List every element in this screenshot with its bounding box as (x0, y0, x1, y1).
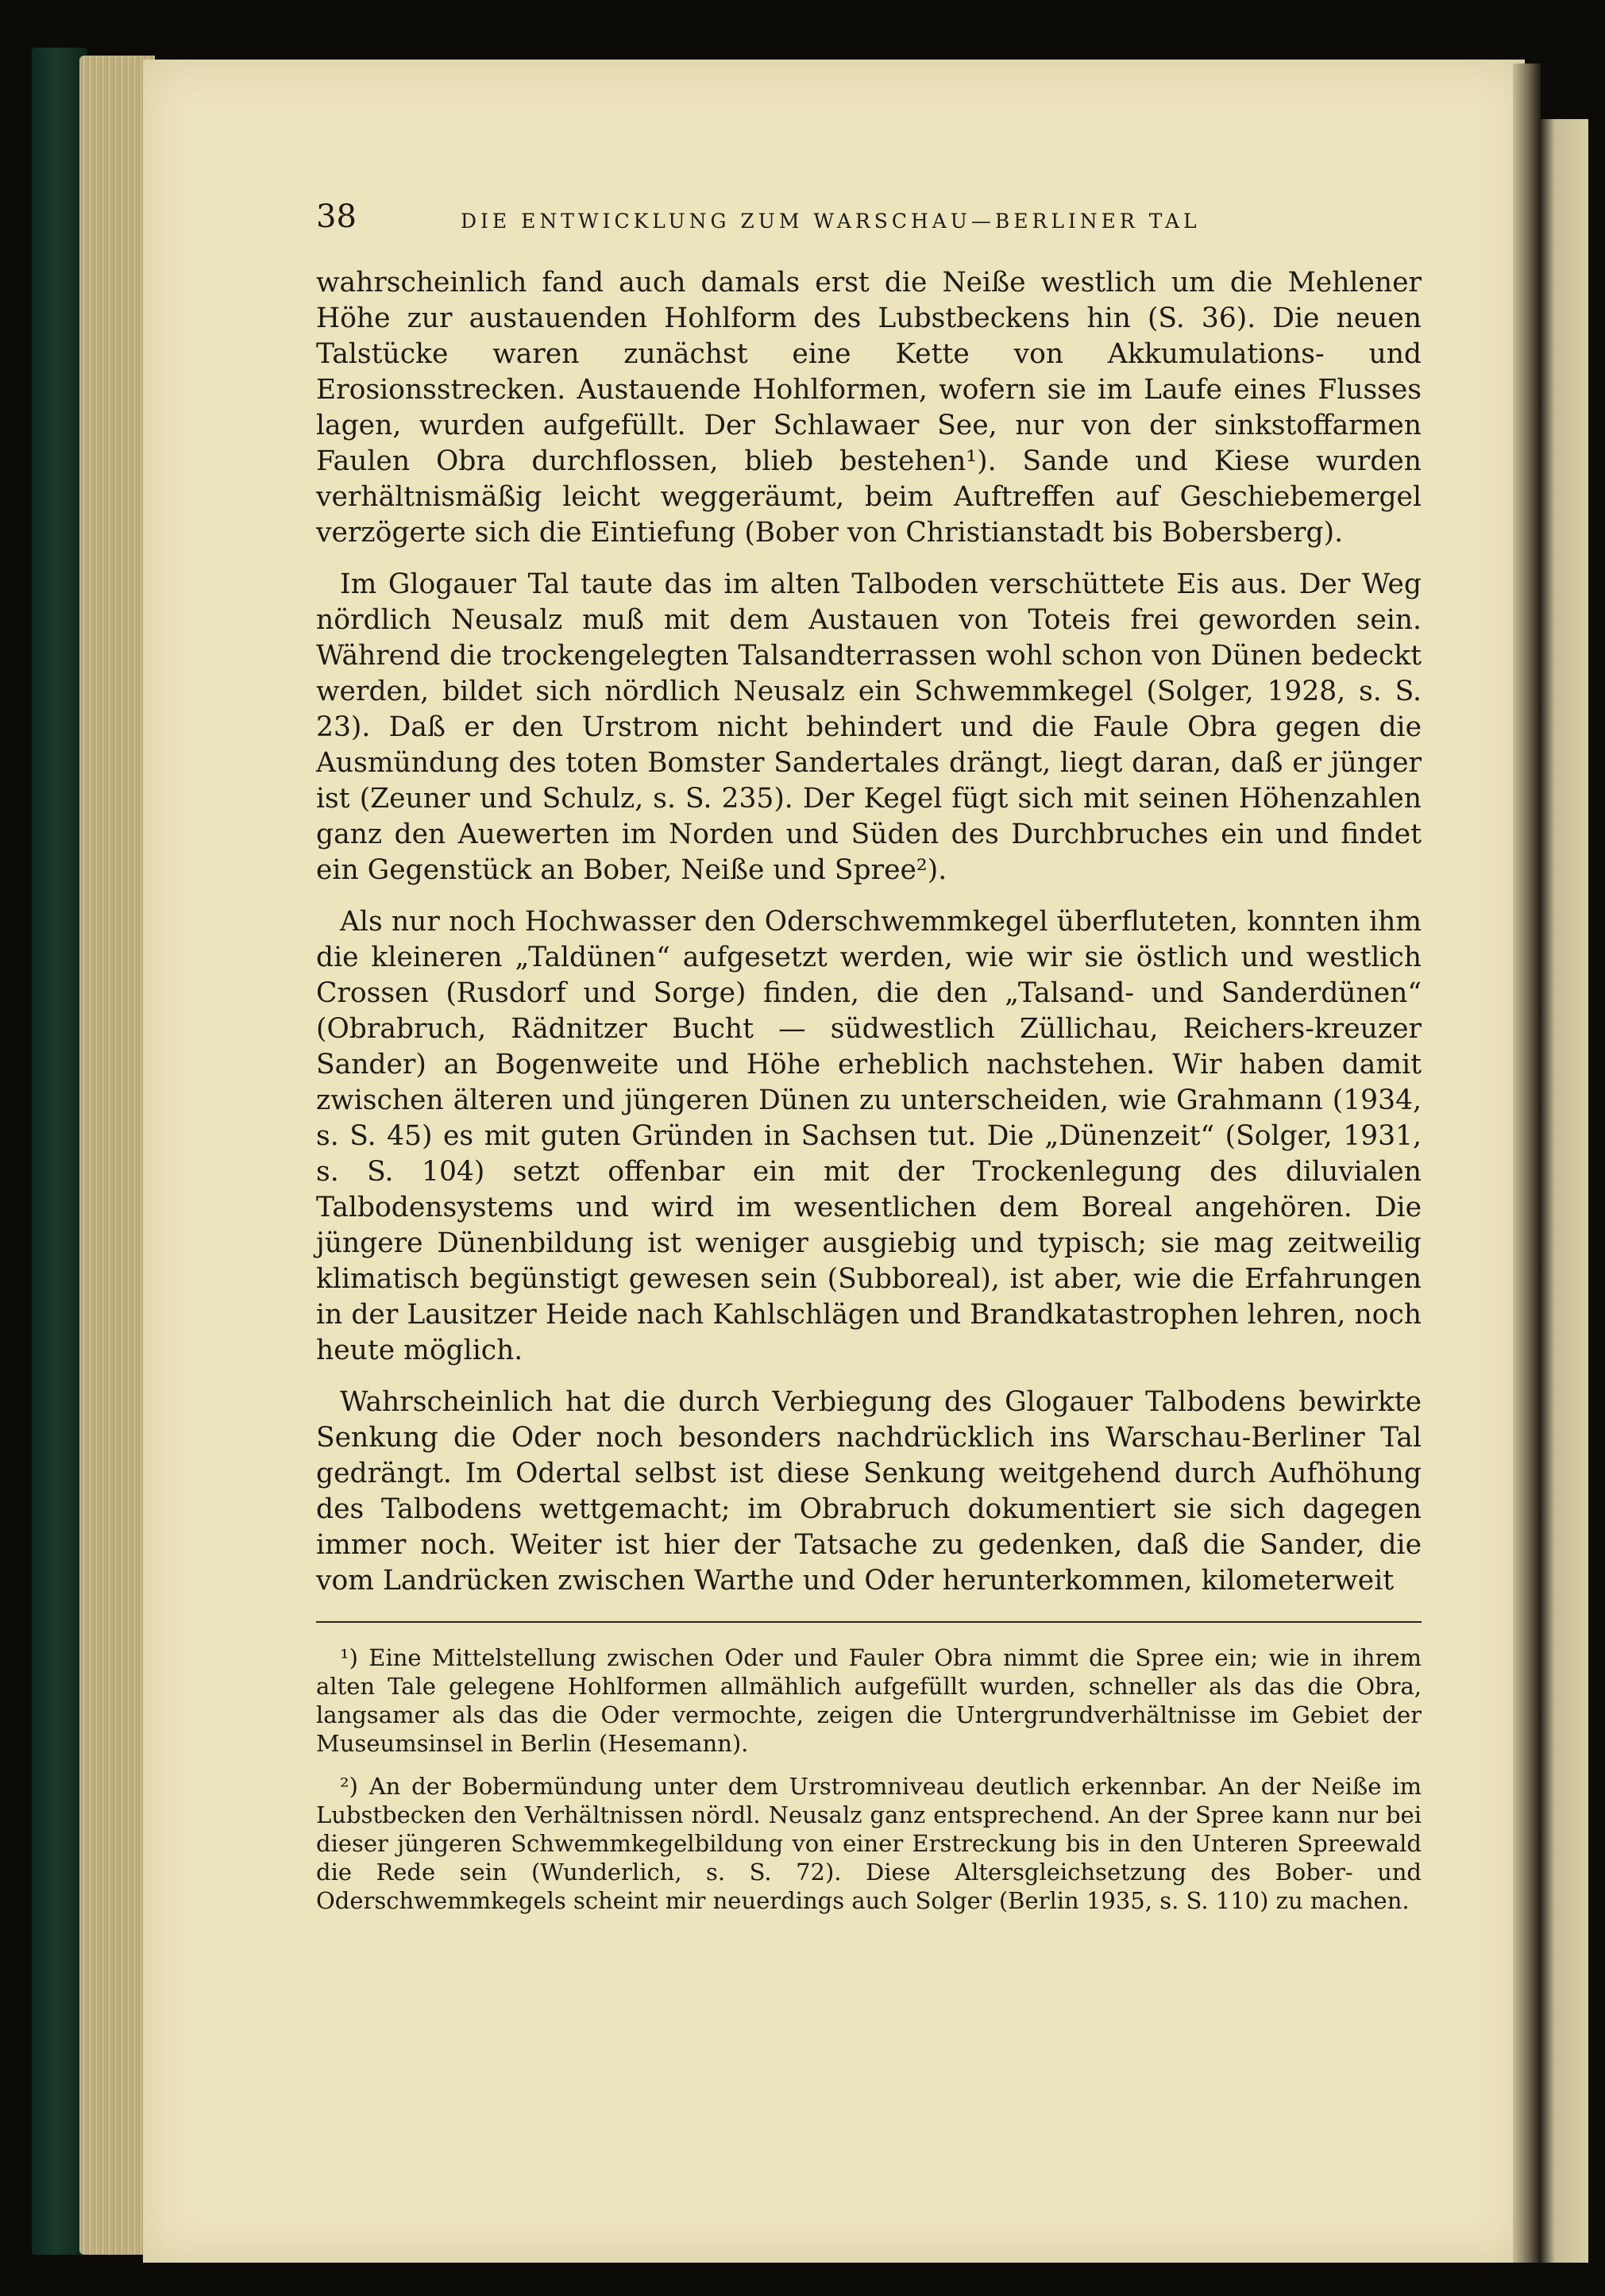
paragraph: Wahrscheinlich hat die durch Verbiegung des Glogauer Talbodens bewirkte Senkung die Oder noch besonders nachdrücklich ins Warschau-Berliner Tal gedrängt. Im Odertal selbst ist diese Senkung weitgehend durch Aufhöhung des Talbodens wettgemacht; im Obrabruch dokumentiert sie sich dagegen immer noch. Weiter ist hier der Tatsache zu gedenken, daß die Sander, die vom Landrücken zwischen Warthe und Oder herunterkommen, kilometerweit (316, 1386, 1422, 1597)
paragraph: wahrscheinlich fand auch damals erst die Neiße westlich um die Mehlener Höhe zur austauenden Hohlform des Lubstbeckens hin (S. 36). Die neuen Talstücke waren zunächst eine Kette von Akkumulations- und Erosionsstrecken. Austauende Hohlformen, wofern sie im Laufe eines Flusses lagen, wurden aufgefüllt. Der Schlawaer See, nur von der sinkstoffarmen Faulen Obra durchflossen, blieb bestehen¹). Sande und Kiese wurden verhältnismäßig leicht weggeräumt, beim Auftreffen auf Geschiebemergel verzögerte sich die Eintiefung (Bober von Christianstadt bis Bobersberg). (316, 267, 1422, 549)
paragraph: Im Glogauer Tal taute das im alten Talboden verschüttete Eis aus. Der Weg nördlich Neusalz muß mit dem Austauen von Toteis frei geworden sein. Während die trockengelegten Talsandterrassen wohl schon von Dünen bedeckt werden, bildet sich nördlich Neusalz ein Schwemmkegel (Solger, 1928, s. S. 23). Daß er den Urstrom nicht behindert und die Faule Obra gegen die Ausmündung des toten Bomster Sandertales drängt, liegt daran, daß er jünger ist (Zeuner und Schulz, s. S. 235). Der Kegel fügt sich mit seinen Höhenzahlen ganz den Auewerten im Norden und Süden des Durchbruches ein und findet ein Gegenstück an Bober, Neiße und Spree²). (316, 568, 1422, 886)
footnote: ¹) Eine Mittelstellung zwischen Oder und Fauler Obra nimmt die Spree ein; wie in ihrem alten Tale gelegene Hohlformen allmählich aufgefüllt wurden, schneller als das die Obra, langsamer als das die Oder vermochte, zeigen die Untergrundverhältnisse im Gebiet der Museumsinsel in Berlin (Hesemann). (316, 1644, 1422, 1757)
page-gutter (1513, 64, 1541, 2263)
facing-page-edge (1541, 119, 1588, 2263)
footnote-divider (316, 1621, 1422, 1623)
page-content (316, 198, 1422, 1929)
footnote: ²) An der Bobermündung unter dem Urstromniveau deutlich erkennbar. An der Neiße im Lubstbecken den Verhältnissen nördl. Neusalz ganz entsprechend. An der Spree kann nur bei dieser jüngeren Schwemmkegelbildung von einer Erstreckung bis in den Unteren Spreewald die Rede sein (Wunderlich, s. S. 72). Diese Altersgleichsetzung des Bober- und Oderschwemmkegels scheint mir neuerdings auch Solger (Berlin 1935, s. S. 110) zu machen. (316, 1773, 1422, 1914)
page-number: 38 (316, 198, 357, 235)
running-head: DIE ENTWICKLUNG ZUM WARSCHAU—BERLINER TAL (461, 210, 1201, 233)
page-header (316, 198, 1422, 246)
paragraph: Als nur noch Hochwasser den Oderschwemmkegel überfluteten, konnten ihm die kleineren „Taldünen“ aufgesetzt werden, wie wir sie östlich und westlich Crossen (Rusdorf und Sorge) finden, die den „Talsand- und Sanderdünen“ (Obrabruch, Rädnitzer Bucht — südwestlich Züllichau, Reichers-kreuzer Sander) an Bogenweite und Höhe erheblich nachstehen. Wir haben damit zwischen älteren und jüngeren Dünen zu unterscheiden, wie Grahmann (1934, s. S. 45) es mit guten Gründen in Sachsen tut. Die „Dünenzeit“ (Solger, 1931, s. S. 104) setzt offenbar ein mit der Trockenlegung des diluvialen Talbodensystems und wird im wesentlichen dem Boreal angehören. Die jüngere Dünenbildung ist weniger ausgiebig und typisch; sie mag zeitweilig klimatisch begünstigt gewesen sein (Subboreal), ist aber, wie die Erfahrungen in der Lausitzer Heide nach Kahlschlägen und Brandkatastrophen lehren, noch heute möglich. (316, 906, 1422, 1366)
